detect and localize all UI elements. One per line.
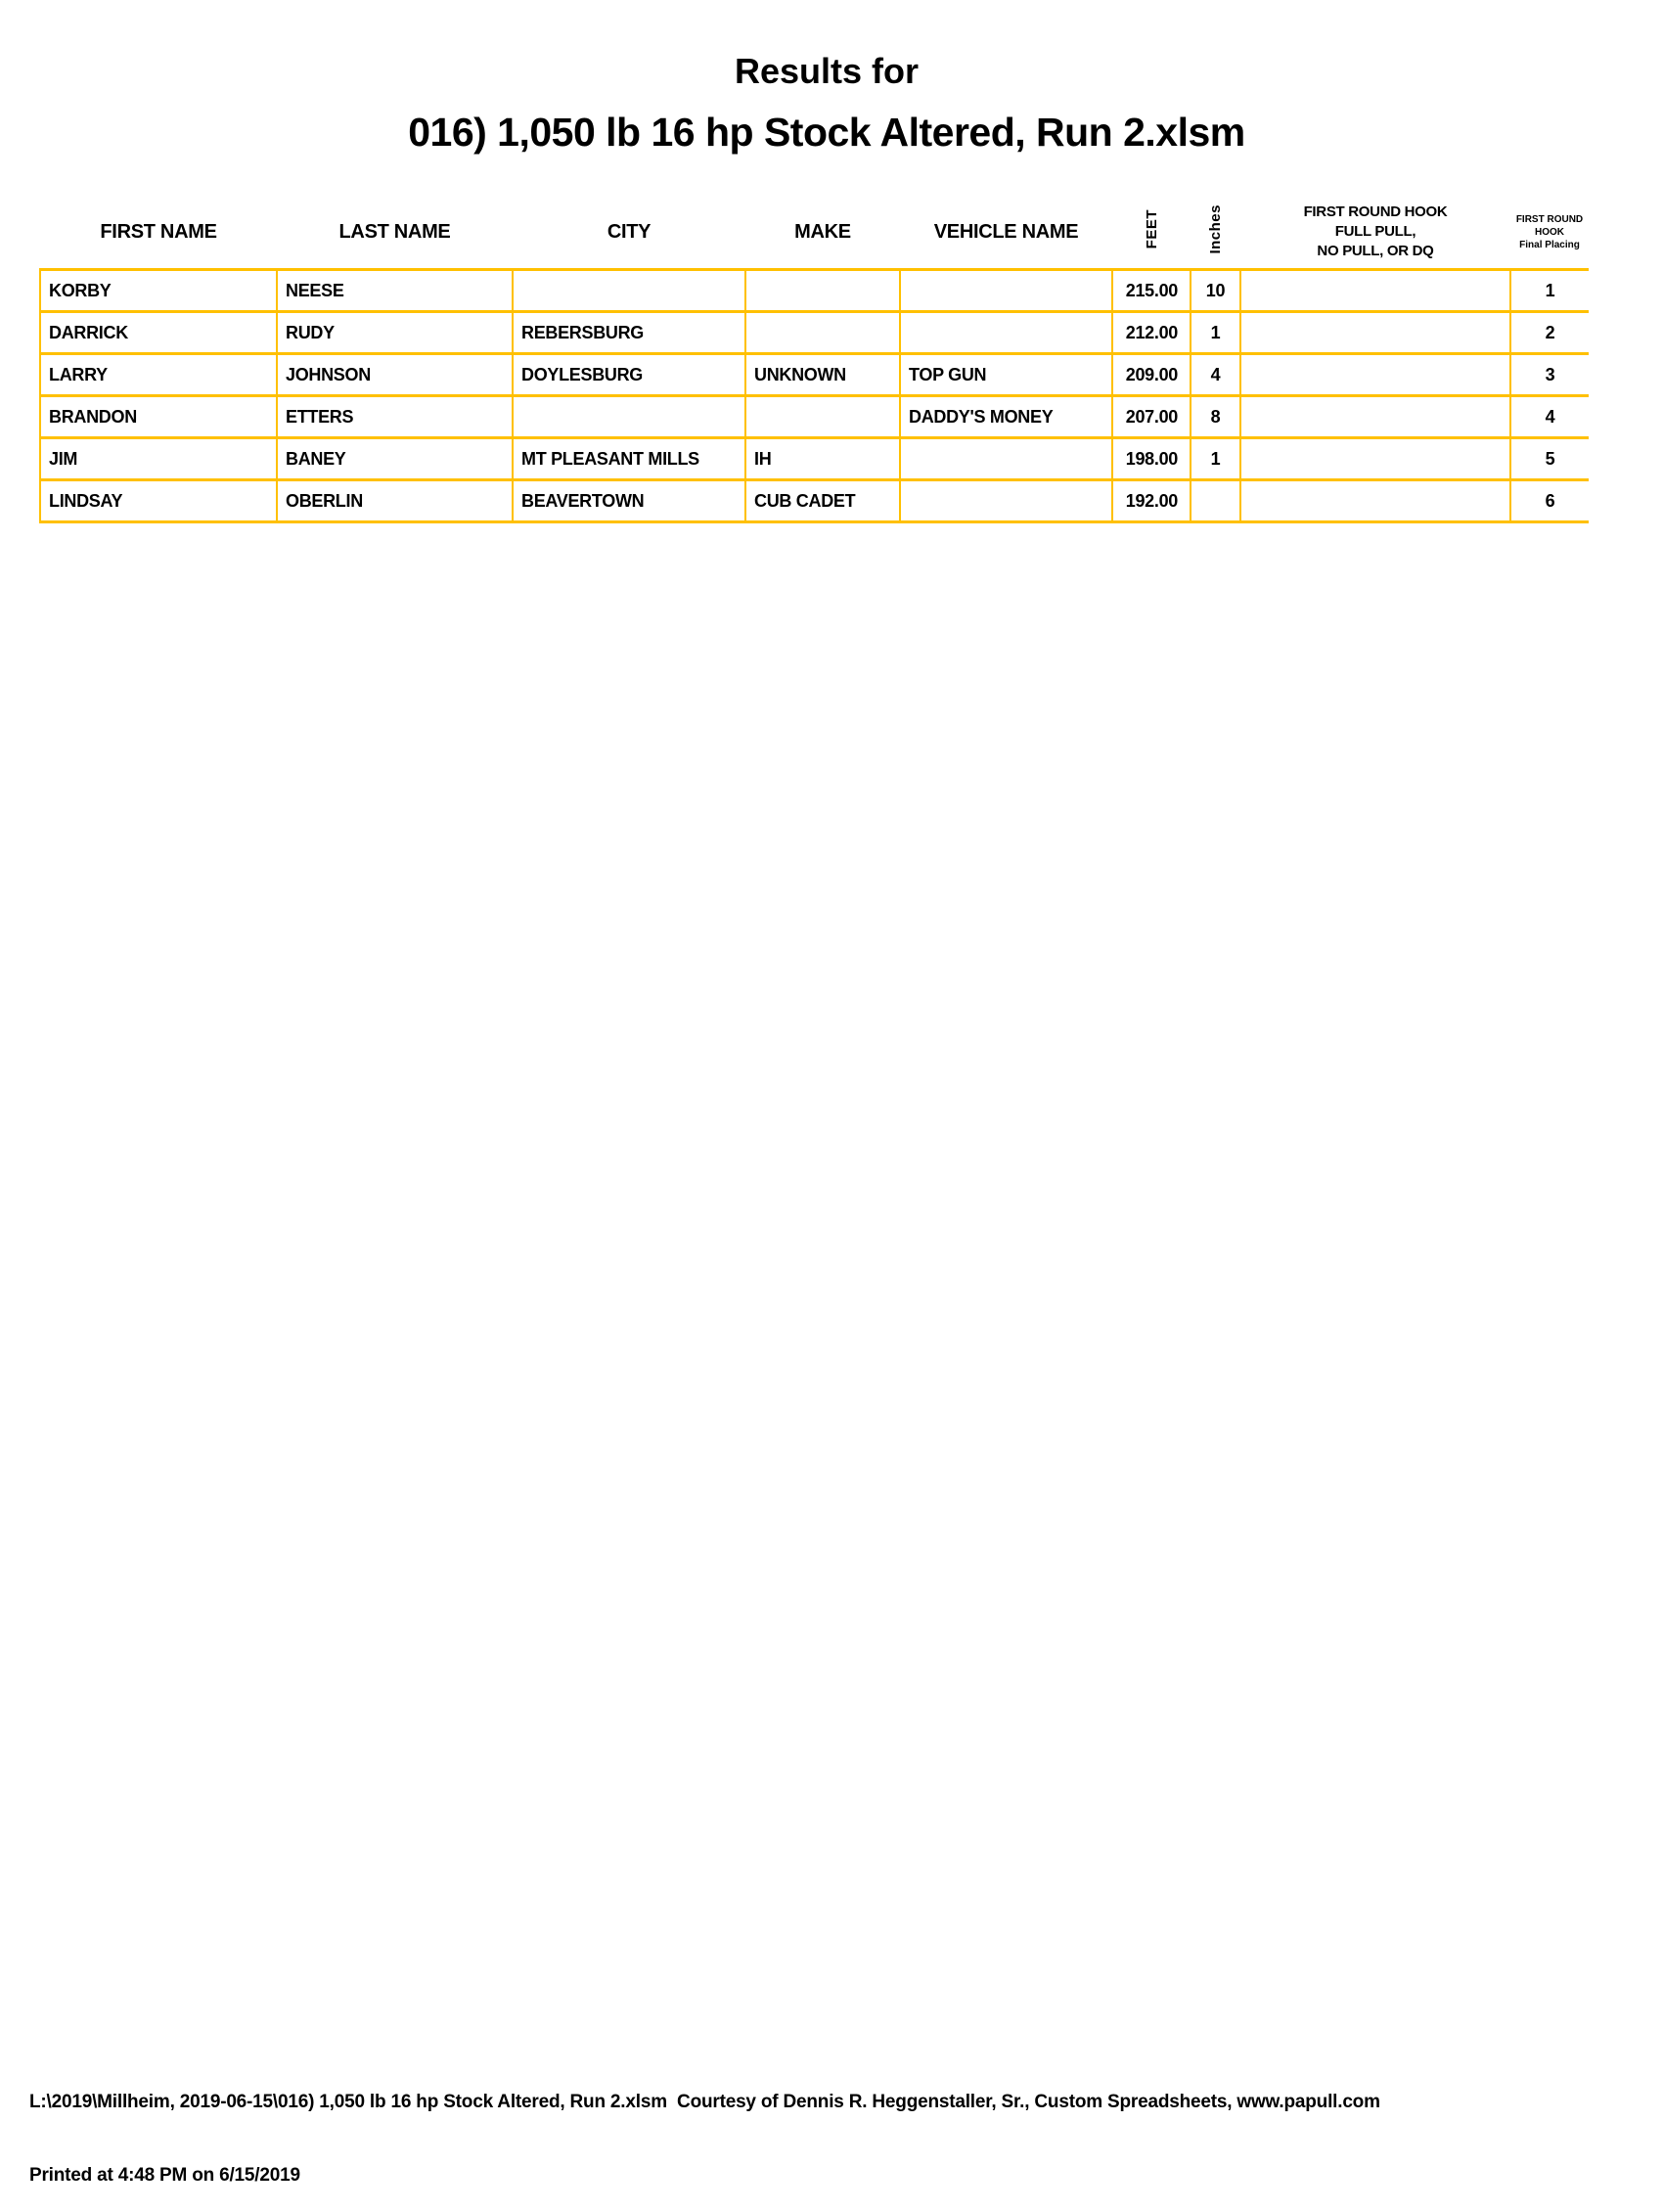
cell-inches: 10 bbox=[1191, 270, 1240, 312]
col-header-make: MAKE bbox=[794, 220, 851, 243]
cell-first-name: LINDSAY bbox=[40, 480, 277, 522]
placing-header-line: FIRST ROUND bbox=[1515, 213, 1584, 225]
inches-rotated-label: Inches bbox=[1207, 203, 1224, 254]
col-header-first-round-hook-result bbox=[1240, 196, 1510, 270]
cell-inches bbox=[1191, 480, 1240, 522]
col-header-city: CITY bbox=[607, 220, 652, 243]
cell-vehicle-name bbox=[900, 438, 1112, 480]
cell-first-name: KORBY bbox=[40, 270, 277, 312]
col-header-feet bbox=[1112, 196, 1191, 270]
cell-inches: 1 bbox=[1191, 312, 1240, 354]
cell-city bbox=[513, 396, 745, 438]
col-header-vehicle-name: VEHICLE NAME bbox=[933, 220, 1079, 243]
table-row bbox=[40, 438, 1589, 480]
cell-first-round-hook-result bbox=[1240, 354, 1510, 396]
cell-last-name: RUDY bbox=[277, 312, 513, 354]
cell-first-name: DARRICK bbox=[40, 312, 277, 354]
cell-last-name: NEESE bbox=[277, 270, 513, 312]
placing-header-line: Final Placing bbox=[1519, 239, 1580, 250]
cell-first-round-hook-final-placing: 5 bbox=[1510, 438, 1589, 480]
col-header-inches bbox=[1191, 196, 1240, 270]
cell-first-round-hook-final-placing: 4 bbox=[1510, 396, 1589, 438]
cell-first-round-hook-result bbox=[1240, 312, 1510, 354]
col-header-first-name: FIRST NAME bbox=[100, 220, 217, 243]
cell-vehicle-name: TOP GUN bbox=[900, 354, 1112, 396]
cell-feet: 215.00 bbox=[1112, 270, 1191, 312]
cell-make bbox=[745, 270, 900, 312]
cell-make: IH bbox=[745, 438, 900, 480]
cell-inches: 4 bbox=[1191, 354, 1240, 396]
cell-first-round-hook-final-placing: 3 bbox=[1510, 354, 1589, 396]
cell-first-round-hook-result bbox=[1240, 438, 1510, 480]
cell-inches: 1 bbox=[1191, 438, 1240, 480]
cell-vehicle-name bbox=[900, 270, 1112, 312]
report-title bbox=[0, 51, 1653, 156]
cell-last-name: ETTERS bbox=[277, 396, 513, 438]
cell-last-name: JOHNSON bbox=[277, 354, 513, 396]
cell-city: DOYLESBURG bbox=[513, 354, 745, 396]
cell-first-name: JIM bbox=[40, 438, 277, 480]
footer-printed-timestamp: Printed at 4:48 PM on 6/15/2019 bbox=[29, 2165, 300, 2186]
col-header-last-name: LAST NAME bbox=[338, 220, 451, 243]
results-table bbox=[39, 196, 1589, 523]
cell-feet: 209.00 bbox=[1112, 354, 1191, 396]
cell-inches: 8 bbox=[1191, 396, 1240, 438]
cell-vehicle-name bbox=[900, 480, 1112, 522]
cell-first-round-hook-result bbox=[1240, 480, 1510, 522]
cell-city: REBERSBURG bbox=[513, 312, 745, 354]
table-row bbox=[40, 480, 1589, 522]
cell-first-round-hook-result bbox=[1240, 396, 1510, 438]
cell-first-round-hook-final-placing: 6 bbox=[1510, 480, 1589, 522]
cell-first-name: BRANDON bbox=[40, 396, 277, 438]
cell-feet: 212.00 bbox=[1112, 312, 1191, 354]
header-row bbox=[40, 196, 1589, 270]
cell-last-name: OBERLIN bbox=[277, 480, 513, 522]
cell-feet: 198.00 bbox=[1112, 438, 1191, 480]
table-row bbox=[40, 270, 1589, 312]
cell-first-round-hook-final-placing: 1 bbox=[1510, 270, 1589, 312]
cell-first-round-hook-result bbox=[1240, 270, 1510, 312]
cell-make bbox=[745, 396, 900, 438]
cell-vehicle-name bbox=[900, 312, 1112, 354]
feet-rotated-label: FEET bbox=[1143, 208, 1160, 249]
print-footer bbox=[29, 2041, 1380, 2212]
cell-feet: 207.00 bbox=[1112, 396, 1191, 438]
cell-make bbox=[745, 312, 900, 354]
placing-header-line: HOOK bbox=[1535, 226, 1564, 238]
hook-header-line: FULL PULL, bbox=[1334, 223, 1416, 240]
footer-file-path: L:\2019\Millheim, 2019-06-15\016) 1,050 lb 16 hp Stock Altered, Run 2.xlsm Courtesy of Dennis R. Heggenstaller, Sr., Custom Spreadsheets, www.papull.com bbox=[29, 2092, 1380, 2112]
cell-city: BEAVERTOWN bbox=[513, 480, 745, 522]
col-header-final-placing bbox=[1510, 196, 1589, 270]
cell-feet: 192.00 bbox=[1112, 480, 1191, 522]
cell-vehicle-name: DADDY'S MONEY bbox=[900, 396, 1112, 438]
report-title-filename: 016) 1,050 lb 16 hp Stock Altered, Run 2.xlsm bbox=[408, 110, 1245, 155]
hook-header-line: NO PULL, OR DQ bbox=[1317, 243, 1434, 259]
cell-first-name: LARRY bbox=[40, 354, 277, 396]
report-title-prefix: Results for bbox=[734, 51, 920, 91]
cell-city: MT PLEASANT MILLS bbox=[513, 438, 745, 480]
table-row bbox=[40, 354, 1589, 396]
table-row bbox=[40, 312, 1589, 354]
cell-make: CUB CADET bbox=[745, 480, 900, 522]
hook-header-line: FIRST ROUND HOOK bbox=[1303, 203, 1448, 220]
cell-last-name: BANEY bbox=[277, 438, 513, 480]
cell-make: UNKNOWN bbox=[745, 354, 900, 396]
table-row bbox=[40, 396, 1589, 438]
cell-city bbox=[513, 270, 745, 312]
cell-first-round-hook-final-placing: 2 bbox=[1510, 312, 1589, 354]
